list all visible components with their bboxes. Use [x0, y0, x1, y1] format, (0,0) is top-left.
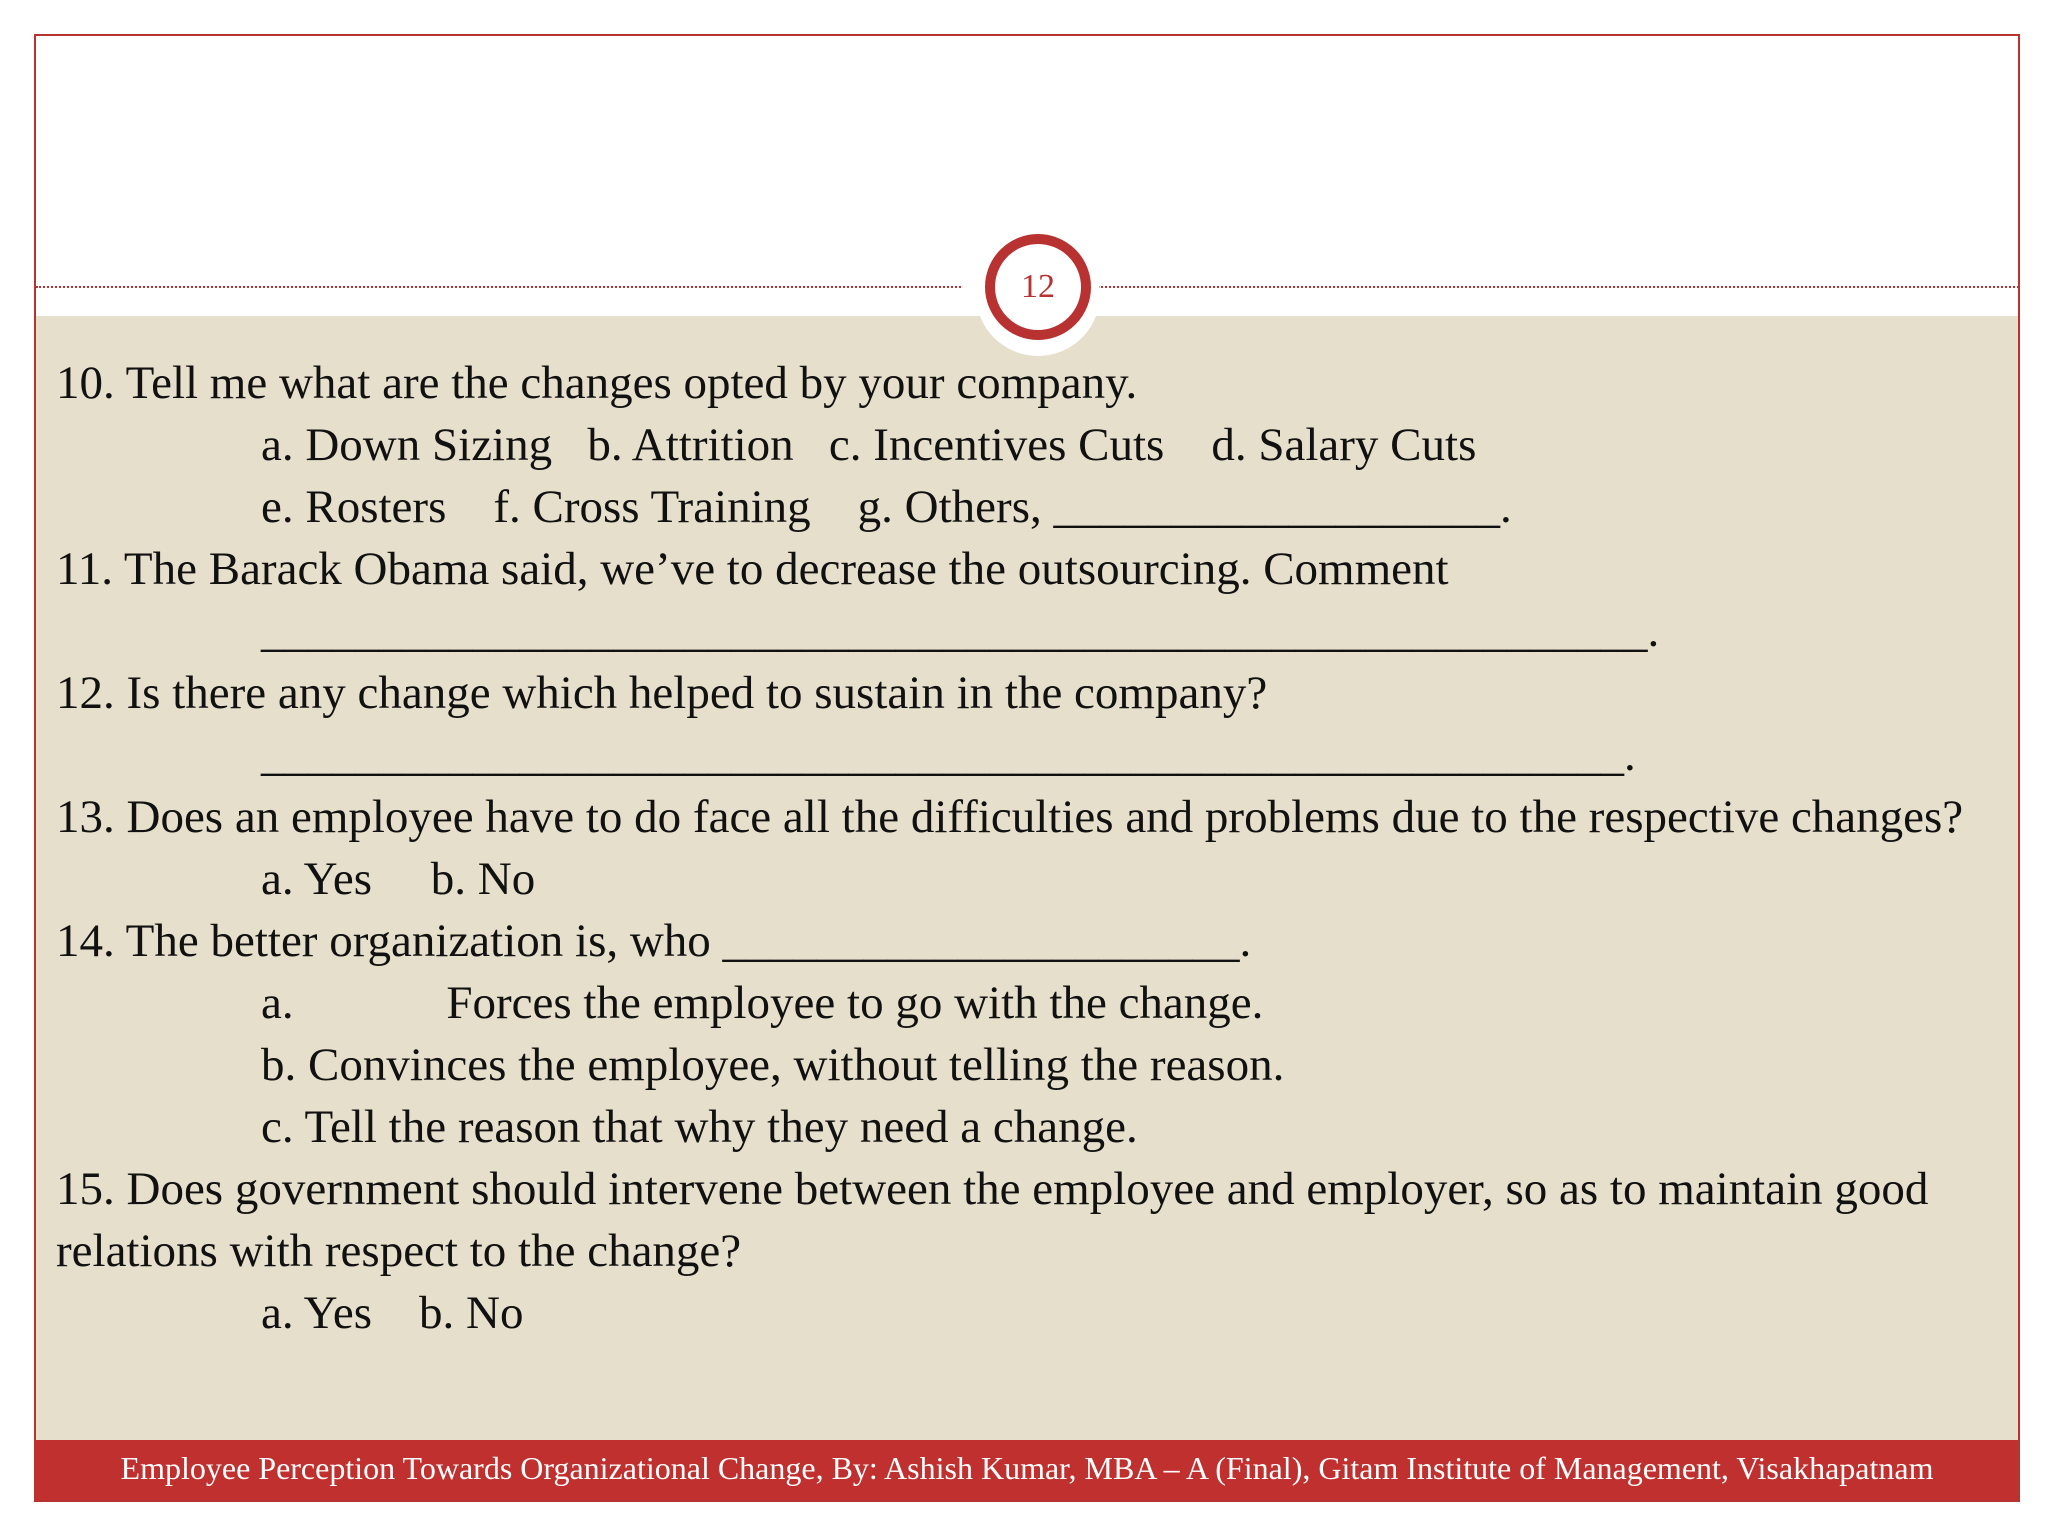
question-14-option-a: a. Forces the employee to go with the change.: [261, 977, 1264, 1029]
question-11: 11. The Barack Obama said, we’ve to decrease the outsourcing. Comment: [56, 543, 1449, 595]
question-11-answer-blank: ___________________________________________________________.: [261, 605, 1660, 657]
questionnaire-body: [56, 352, 2006, 1344]
slide-footer: [36, 1440, 2018, 1502]
question-13-options: a. Yes b. No: [261, 853, 536, 905]
question-14-option-b: b. Convinces the employee, without telling the reason.: [261, 1039, 1285, 1091]
question-10-options-1: a. Down Sizing b. Attrition c. Incentives Cuts d. Salary Cuts: [261, 419, 1477, 471]
page-number-badge: 12: [985, 234, 1091, 340]
question-12-answer-blank: __________________________________________________________.: [261, 729, 1636, 781]
question-13: 13. Does an employee have to do face all the difficulties and problems due to the respective changes?: [56, 791, 1964, 843]
question-15-options: a. Yes b. No: [261, 1287, 524, 1339]
slide: [34, 34, 2020, 1502]
question-10-options-2: e. Rosters f. Cross Training g. Others, ___________________.: [261, 481, 1512, 533]
question-10: 10. Tell me what are the changes opted by your company.: [56, 357, 1138, 409]
question-14-option-c: c. Tell the reason that why they need a change.: [261, 1101, 1138, 1153]
question-12: 12. Is there any change which helped to sustain in the company?: [56, 667, 1268, 719]
header-divider-right: [1098, 286, 2020, 288]
footer-text: Employee Perception Towards Organizational Change, By: Ashish Kumar, MBA – A (Final), Gitam Institute of Management, Visakhapatnam: [120, 1450, 1934, 1486]
question-15: 15. Does government should intervene between the employee and employer, so as to maintain good relations with respect to the change?: [56, 1163, 1929, 1277]
question-14: 14. The better organization is, who ______________________.: [56, 915, 1252, 967]
header-divider-left: [36, 286, 961, 288]
